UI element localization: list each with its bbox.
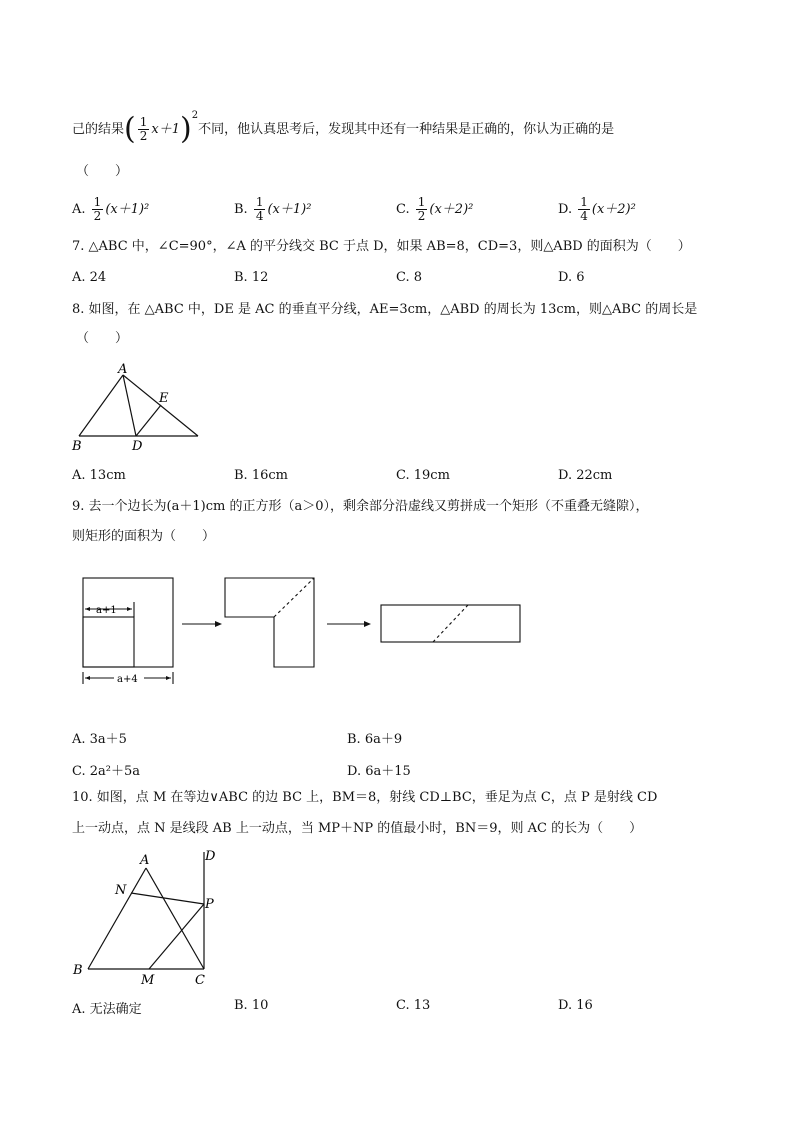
q9-l-dashed-cut bbox=[274, 578, 314, 617]
q8-stem-line1: 8. 如图，在 △ABC 中，DE 是 AC 的垂直平分线，AE=3cm，△ABD 的周长为 13cm，则△ABC 的周长是 bbox=[72, 302, 698, 317]
q8-option-d[interactable]: D. 22cm bbox=[558, 468, 613, 483]
q6-option-d[interactable]: D. $\frac{1}{4}$ (x＋2)² bbox=[558, 195, 636, 223]
q10-segment-mp bbox=[149, 904, 204, 969]
q8-label-a: A bbox=[118, 362, 128, 377]
q9-inner-square bbox=[83, 617, 134, 667]
q10-label-p: P bbox=[205, 897, 214, 912]
q9-cut-figure bbox=[76, 572, 526, 690]
q7-option-d[interactable]: D. 6 bbox=[558, 270, 585, 285]
q10-label-n: N bbox=[115, 883, 127, 898]
q10-label-d: D bbox=[205, 849, 216, 864]
q10-stem-line1: 10. 如图，点 M 在等边∨ABC 的边 BC 上，BM＝8，射线 CD⊥BC，垂足为点 C，点 P 是射线 CD bbox=[72, 790, 658, 805]
q9-option-c[interactable]: C. 2a²＋5a bbox=[72, 764, 141, 779]
q9-stem-line2: 则矩形的面积为（ ） bbox=[72, 529, 216, 544]
q8-segment-de bbox=[136, 405, 161, 436]
q10-option-d[interactable]: D. 16 bbox=[558, 998, 593, 1013]
q9-label-a-plus-4: a+4 bbox=[117, 674, 138, 685]
q8-label-b: B bbox=[72, 439, 82, 454]
q8-triangle-figure bbox=[70, 362, 210, 454]
q6-option-b[interactable]: B. $\frac{1}{4}$ (x＋1)² bbox=[234, 195, 312, 223]
q7-option-a[interactable]: A. 24 bbox=[72, 270, 107, 285]
q6-inner-expr: x＋1 bbox=[151, 122, 180, 137]
q8-segment-ab bbox=[79, 375, 123, 436]
q9-rect-dashed-cut bbox=[433, 605, 468, 642]
q6-text-after: 不同，他认真思考后，发现其中还有一种结果是正确的，你认为正确的是 bbox=[198, 122, 615, 137]
right-paren: ) bbox=[179, 111, 192, 147]
q8-label-d: D bbox=[132, 439, 143, 454]
q6-fraction: $\frac{1}{2}$ bbox=[139, 115, 148, 143]
q8-option-c[interactable]: C. 19cm bbox=[396, 468, 450, 483]
q9-option-b[interactable]: B. 6a＋9 bbox=[347, 732, 403, 747]
q10-label-b: B bbox=[73, 963, 83, 978]
q7-option-b[interactable]: B. 12 bbox=[234, 270, 269, 285]
q8-option-b[interactable]: B. 16cm bbox=[234, 468, 288, 483]
q8-option-a[interactable]: A. 13cm bbox=[72, 468, 126, 483]
q10-triangle-figure bbox=[70, 846, 230, 990]
q6-option-c[interactable]: C. $\frac{1}{2}$ (x＋2)² bbox=[396, 195, 474, 223]
q7-option-c[interactable]: C. 8 bbox=[396, 270, 423, 285]
q8-stem-line2: （ ） bbox=[76, 331, 129, 346]
left-paren: ( bbox=[124, 111, 136, 147]
q10-stem-line2: 上一动点，点 N 是线段 AB 上一动点，当 MP＋NP 的值最小时，BN＝9，则 AC 的长为（ ） bbox=[72, 821, 643, 836]
q9-option-d[interactable]: D. 6a＋15 bbox=[347, 764, 411, 779]
q6-exponent: 2 bbox=[191, 109, 199, 121]
q6-continuation bbox=[72, 109, 615, 147]
q9-stem-line1: 9. 去一个边长为(a＋1)cm 的正方形（a＞0），剩余部分沿虚线又剪拼成一个矩形（不重叠无缝隙）， bbox=[72, 499, 649, 514]
q10-label-m: M bbox=[141, 973, 155, 988]
q10-option-c[interactable]: C. 13 bbox=[396, 998, 431, 1013]
q10-segment-np bbox=[131, 893, 204, 904]
q10-option-b[interactable]: B. 10 bbox=[234, 998, 269, 1013]
q7-stem: 7. △ABC 中，∠C=90°，∠A 的平分线交 BC 于点 D，如果 AB=8，CD=3，则△ABD 的面积为（ ） bbox=[72, 239, 691, 254]
q8-label-e: E bbox=[159, 391, 169, 406]
q10-label-c: C bbox=[195, 973, 205, 988]
q9-label-a-plus-1: a+1 bbox=[96, 605, 117, 616]
q10-option-a[interactable]: A. 无法确定 bbox=[72, 1002, 142, 1017]
q10-segment-ac bbox=[146, 868, 204, 969]
q6-answer-paren: （ ） bbox=[76, 164, 129, 179]
q9-option-a[interactable]: A. 3a＋5 bbox=[72, 732, 127, 747]
q6-text-before: 己的结果 bbox=[72, 122, 125, 137]
q10-label-a: A bbox=[140, 853, 150, 868]
q9-outer-square bbox=[83, 578, 173, 667]
q6-option-a[interactable]: A. $\frac{1}{2}$ (x＋1)² bbox=[72, 195, 150, 223]
